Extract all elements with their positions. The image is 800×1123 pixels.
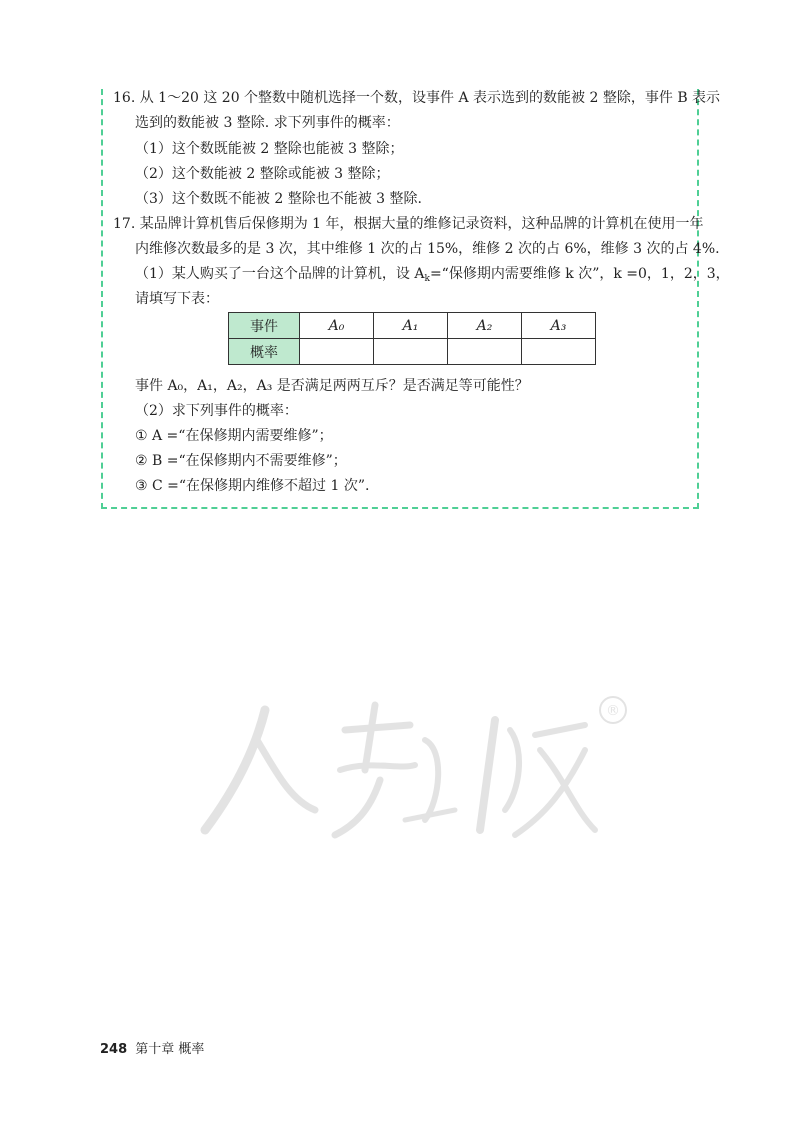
q17-part1-sub: k <box>424 274 430 284</box>
watermark-registered: ® <box>606 703 620 719</box>
q17-part1-a: （1）某人购买了一台这个品牌的计算机，设 A <box>135 266 425 282</box>
q16-line1: 16. 从 1～20 这 20 个整数中随机选择一个数，设事件 A 表示选到的数能被 2 整除，事件 B 表示 <box>113 90 721 106</box>
table-header-events: 事件 <box>229 313 300 339</box>
table-blank-a3 <box>522 339 596 365</box>
table-col-a3: A₃ <box>522 313 596 339</box>
q17-part2-item3: ③ C =“在保修期内维修不超过 1 次”. <box>135 478 370 494</box>
q16-item3: （3）这个数既不能被 2 整除也不能被 3 整除. <box>135 191 422 207</box>
q16-line2: 选到的数能被 3 整除. 求下列事件的概率： <box>135 115 400 131</box>
table-blank-a0 <box>300 339 374 365</box>
page-footer <box>100 1038 204 1057</box>
table-row-probability <box>229 339 596 365</box>
q17-part1-b: =“保修期内需要维修 k 次”，k =0，1，2，3， <box>429 266 730 282</box>
q17-line2: 内维修次数最多的是 3 次，其中维修 1 次的占 15%，维修 2 次的占 6%，维修 3 次的占 4%. <box>135 241 720 257</box>
q17-part1 <box>135 264 730 289</box>
chapter-title: 第十章 概率 <box>135 1042 205 1057</box>
q17-part1-line2: 请填写下表： <box>135 291 219 307</box>
table-blank-a2 <box>448 339 522 365</box>
table-row-events <box>229 313 596 339</box>
q17-line1: 17. 某品牌计算机售后保修期为 1 年，根据大量的维修记录资料，这种品牌的计算机在使用一年 <box>113 216 704 232</box>
probability-table <box>228 312 596 365</box>
table-blank-a1 <box>374 339 448 365</box>
q16-item2: （2）这个数能被 2 整除或能被 3 整除； <box>135 166 390 182</box>
table-col-a0: A₀ <box>300 313 374 339</box>
q17-part2-item1: ① A =“在保修期内需要维修”； <box>135 428 333 444</box>
table-col-a2: A₂ <box>448 313 522 339</box>
table-col-a1: A₁ <box>374 313 448 339</box>
table-header-probability: 概率 <box>229 339 300 365</box>
q17-question: 事件 A₀，A₁，A₂，A₃ 是否满足两两互斥？是否满足等可能性？ <box>135 378 529 394</box>
q17-part2-title: （2）求下列事件的概率： <box>135 403 298 419</box>
q16-item1: （1）这个数既能被 2 整除也能被 3 整除； <box>135 141 404 157</box>
page-number: 248 <box>100 1042 128 1057</box>
q17-part2-item2: ② B =“在保修期内不需要维修”； <box>135 453 347 469</box>
publisher-watermark-logo <box>195 690 635 850</box>
